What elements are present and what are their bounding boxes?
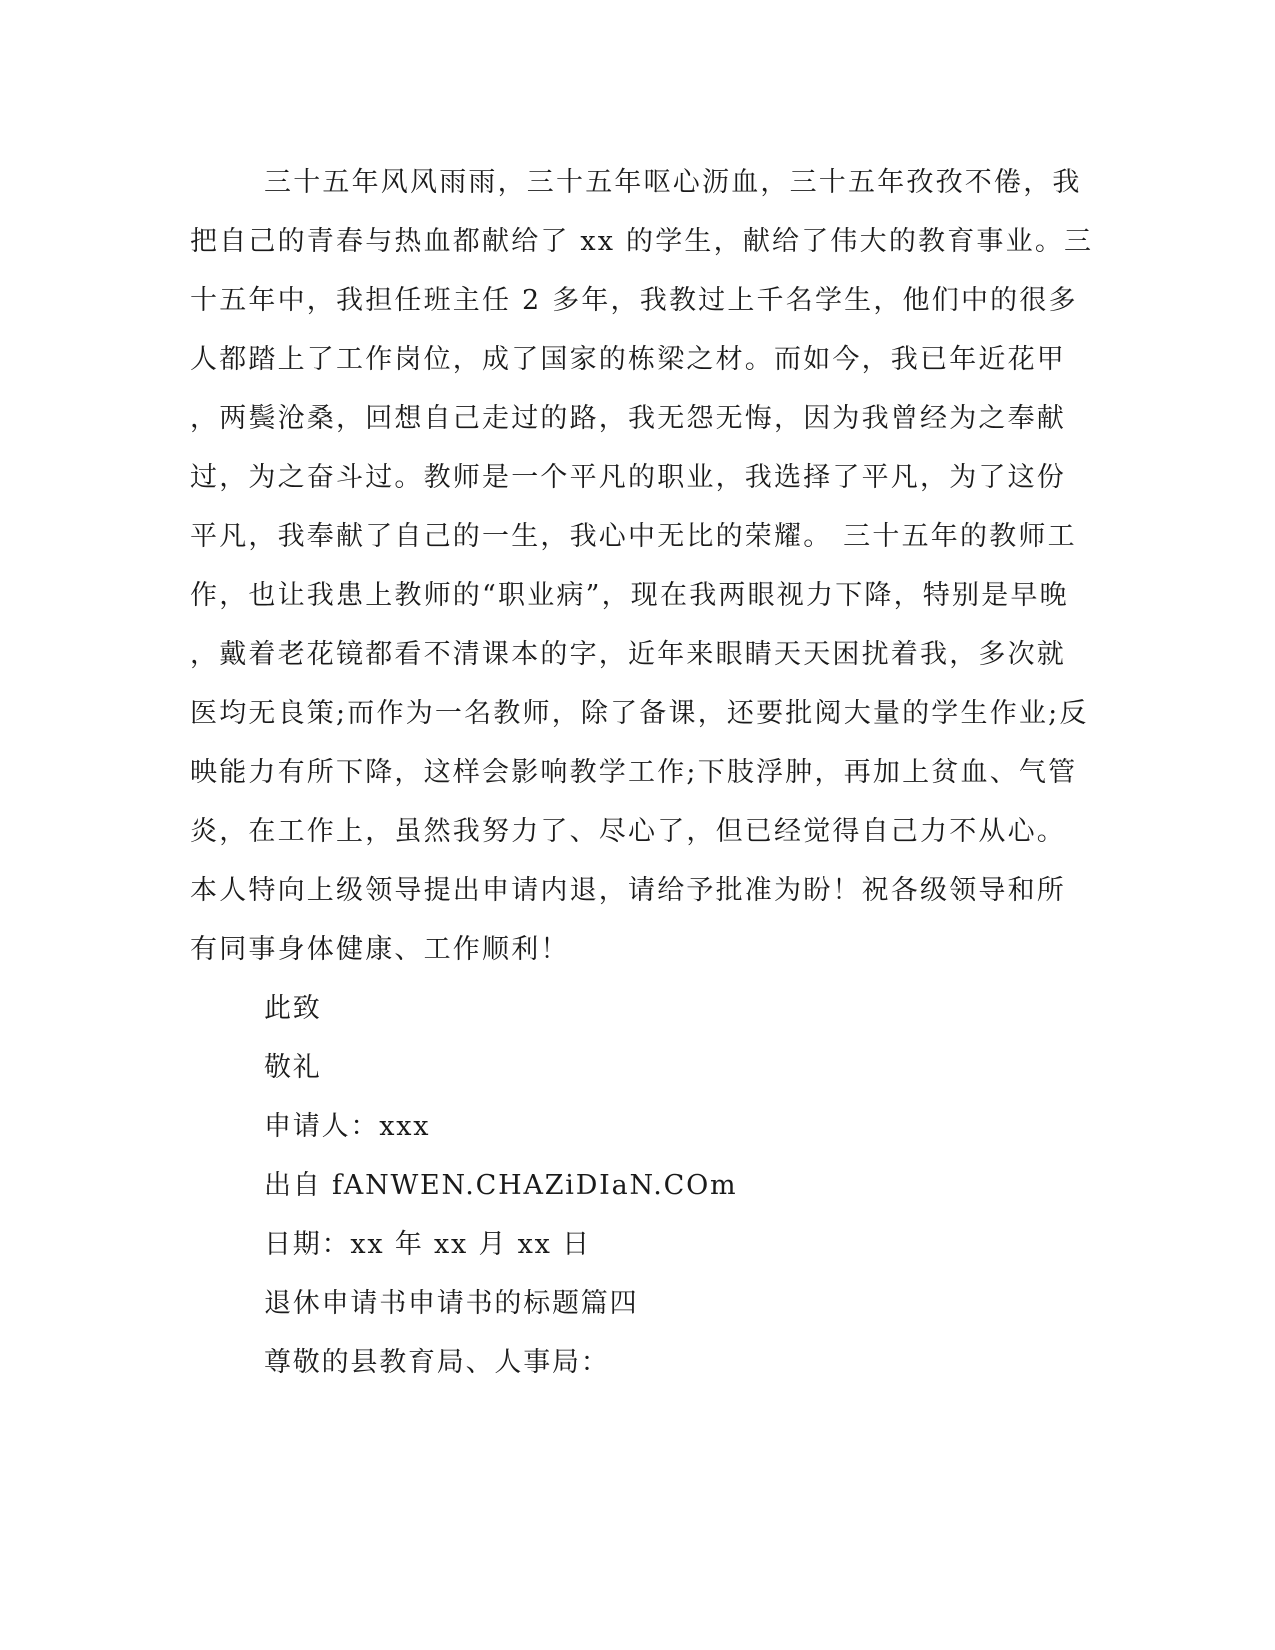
paragraph-line: 映能力有所下降，这样会影响教学工作;下肢浮肿，再加上贫血、气管: [190, 757, 1078, 788]
paragraph-line: 人都踏上了工作岗位，成了国家的栋梁之材。而如今，我已年近花甲: [190, 344, 1066, 375]
paragraph-line: 过，为之奋斗过。教师是一个平凡的职业，我选择了平凡，为了这份: [190, 462, 1066, 493]
paragraph-line: 作，也让我患上教师的“职业病”，现在我两眼视力下降，特别是早晚: [190, 580, 1069, 611]
paragraph-line: 本人特向上级领导提出申请内退，请给予批准为盼！祝各级领导和所: [190, 875, 1066, 906]
paragraph-line: 医均无良策;而作为一名教师，除了备课，还要批阅大量的学生作业;反: [190, 698, 1089, 729]
regards: 敬礼: [264, 1052, 322, 1083]
next-greeting: 尊敬的县教育局、人事局：: [264, 1347, 610, 1378]
source-line: 出自 fANWEN.CHAZiDIaN.COm: [264, 1170, 738, 1201]
salutation: 此致: [264, 993, 322, 1024]
paragraph-line: 十五年中，我担任班主任 2 多年，我教过上千名学生，他们中的很多: [190, 285, 1078, 316]
next-section-title: 退休申请书申请书的标题篇四: [264, 1288, 639, 1319]
paragraph-line: 把自己的青春与热血都献给了 xx 的学生，献给了伟大的教育事业。三: [190, 226, 1094, 257]
applicant-line: 申请人：xxx: [264, 1111, 431, 1142]
paragraph-line: ，戴着老花镜都看不清课本的字，近年来眼睛天天困扰着我，多次就: [190, 639, 1066, 670]
paragraph-line: ，两鬓沧桑，回想自己走过的路，我无怨无悔，因为我曾经为之奉献: [190, 403, 1066, 434]
paragraph-line: 三十五年风风雨雨，三十五年呕心沥血，三十五年孜孜不倦，我: [264, 167, 1082, 198]
paragraph-line: 炎，在工作上，虽然我努力了、尽心了，但已经觉得自己力不从心。: [190, 816, 1066, 847]
paragraph-line: 平凡，我奉献了自己的一生，我心中无比的荣耀。 三十五年的教师工: [190, 521, 1077, 552]
paragraph-line: 有同事身体健康、工作顺利！: [190, 934, 570, 965]
date-line: 日期：xx 年 xx 月 xx 日: [264, 1229, 591, 1260]
